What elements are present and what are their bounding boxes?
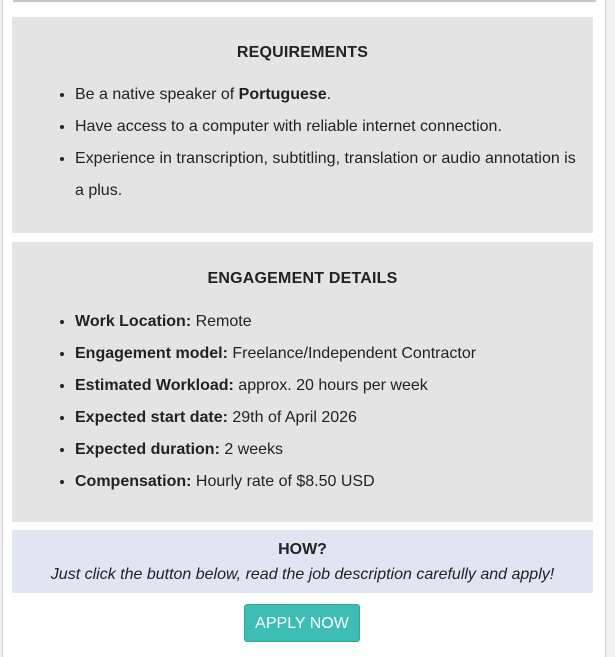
requirements-section	[12, 17, 593, 233]
engagement-item-model	[75, 338, 583, 370]
engagement-item-start-date	[75, 402, 583, 434]
requirement-punctuation: .	[326, 86, 332, 103]
detail-value: approx. 20 hours per week	[233, 377, 428, 394]
email-body	[2, 0, 606, 657]
engagement-title: ENGAGEMENT DETAILS	[207, 270, 398, 287]
detail-label: Engagement model:	[75, 345, 228, 362]
detail-value: Remote	[191, 313, 252, 330]
requirements-list	[12, 79, 593, 207]
requirements-title: REQUIREMENTS	[236, 44, 369, 61]
requirement-item: • Have access to a computer with reliable internet connection.	[75, 111, 583, 143]
requirement-language: Portuguese	[238, 86, 327, 103]
detail-value: Hourly rate of $8.50 USD	[191, 473, 375, 490]
engagement-item-compensation	[75, 466, 583, 498]
detail-label: Compensation:	[75, 473, 192, 490]
requirement-text: Be a native speaker of	[75, 86, 239, 103]
engagement-item-location	[75, 306, 583, 338]
how-instructions: Just click the button below, read the job description carefully and apply!	[50, 566, 555, 583]
engagement-item-duration	[75, 434, 583, 466]
detail-value: 29th of April 2026	[227, 409, 357, 426]
detail-label: Estimated Workload:	[75, 377, 234, 394]
detail-value: 2 weeks	[219, 441, 284, 458]
detail-label: Expected start date:	[75, 409, 228, 426]
engagement-list	[12, 306, 593, 498]
engagement-section	[12, 242, 593, 522]
how-title: HOW?	[278, 541, 327, 558]
detail-value: Freelance/Independent Contractor	[227, 345, 477, 362]
requirement-item	[75, 79, 583, 111]
detail-label: Work Location:	[75, 313, 192, 330]
how-section	[12, 530, 593, 593]
apply-now-button[interactable]: APPLY NOW	[244, 604, 360, 642]
top-divider	[13, 0, 596, 2]
requirement-item: • Experience in transcription, subtitling, translation or audio annotation is a plus.	[75, 143, 583, 207]
detail-label: Expected duration:	[75, 441, 220, 458]
engagement-item-workload	[75, 370, 583, 402]
